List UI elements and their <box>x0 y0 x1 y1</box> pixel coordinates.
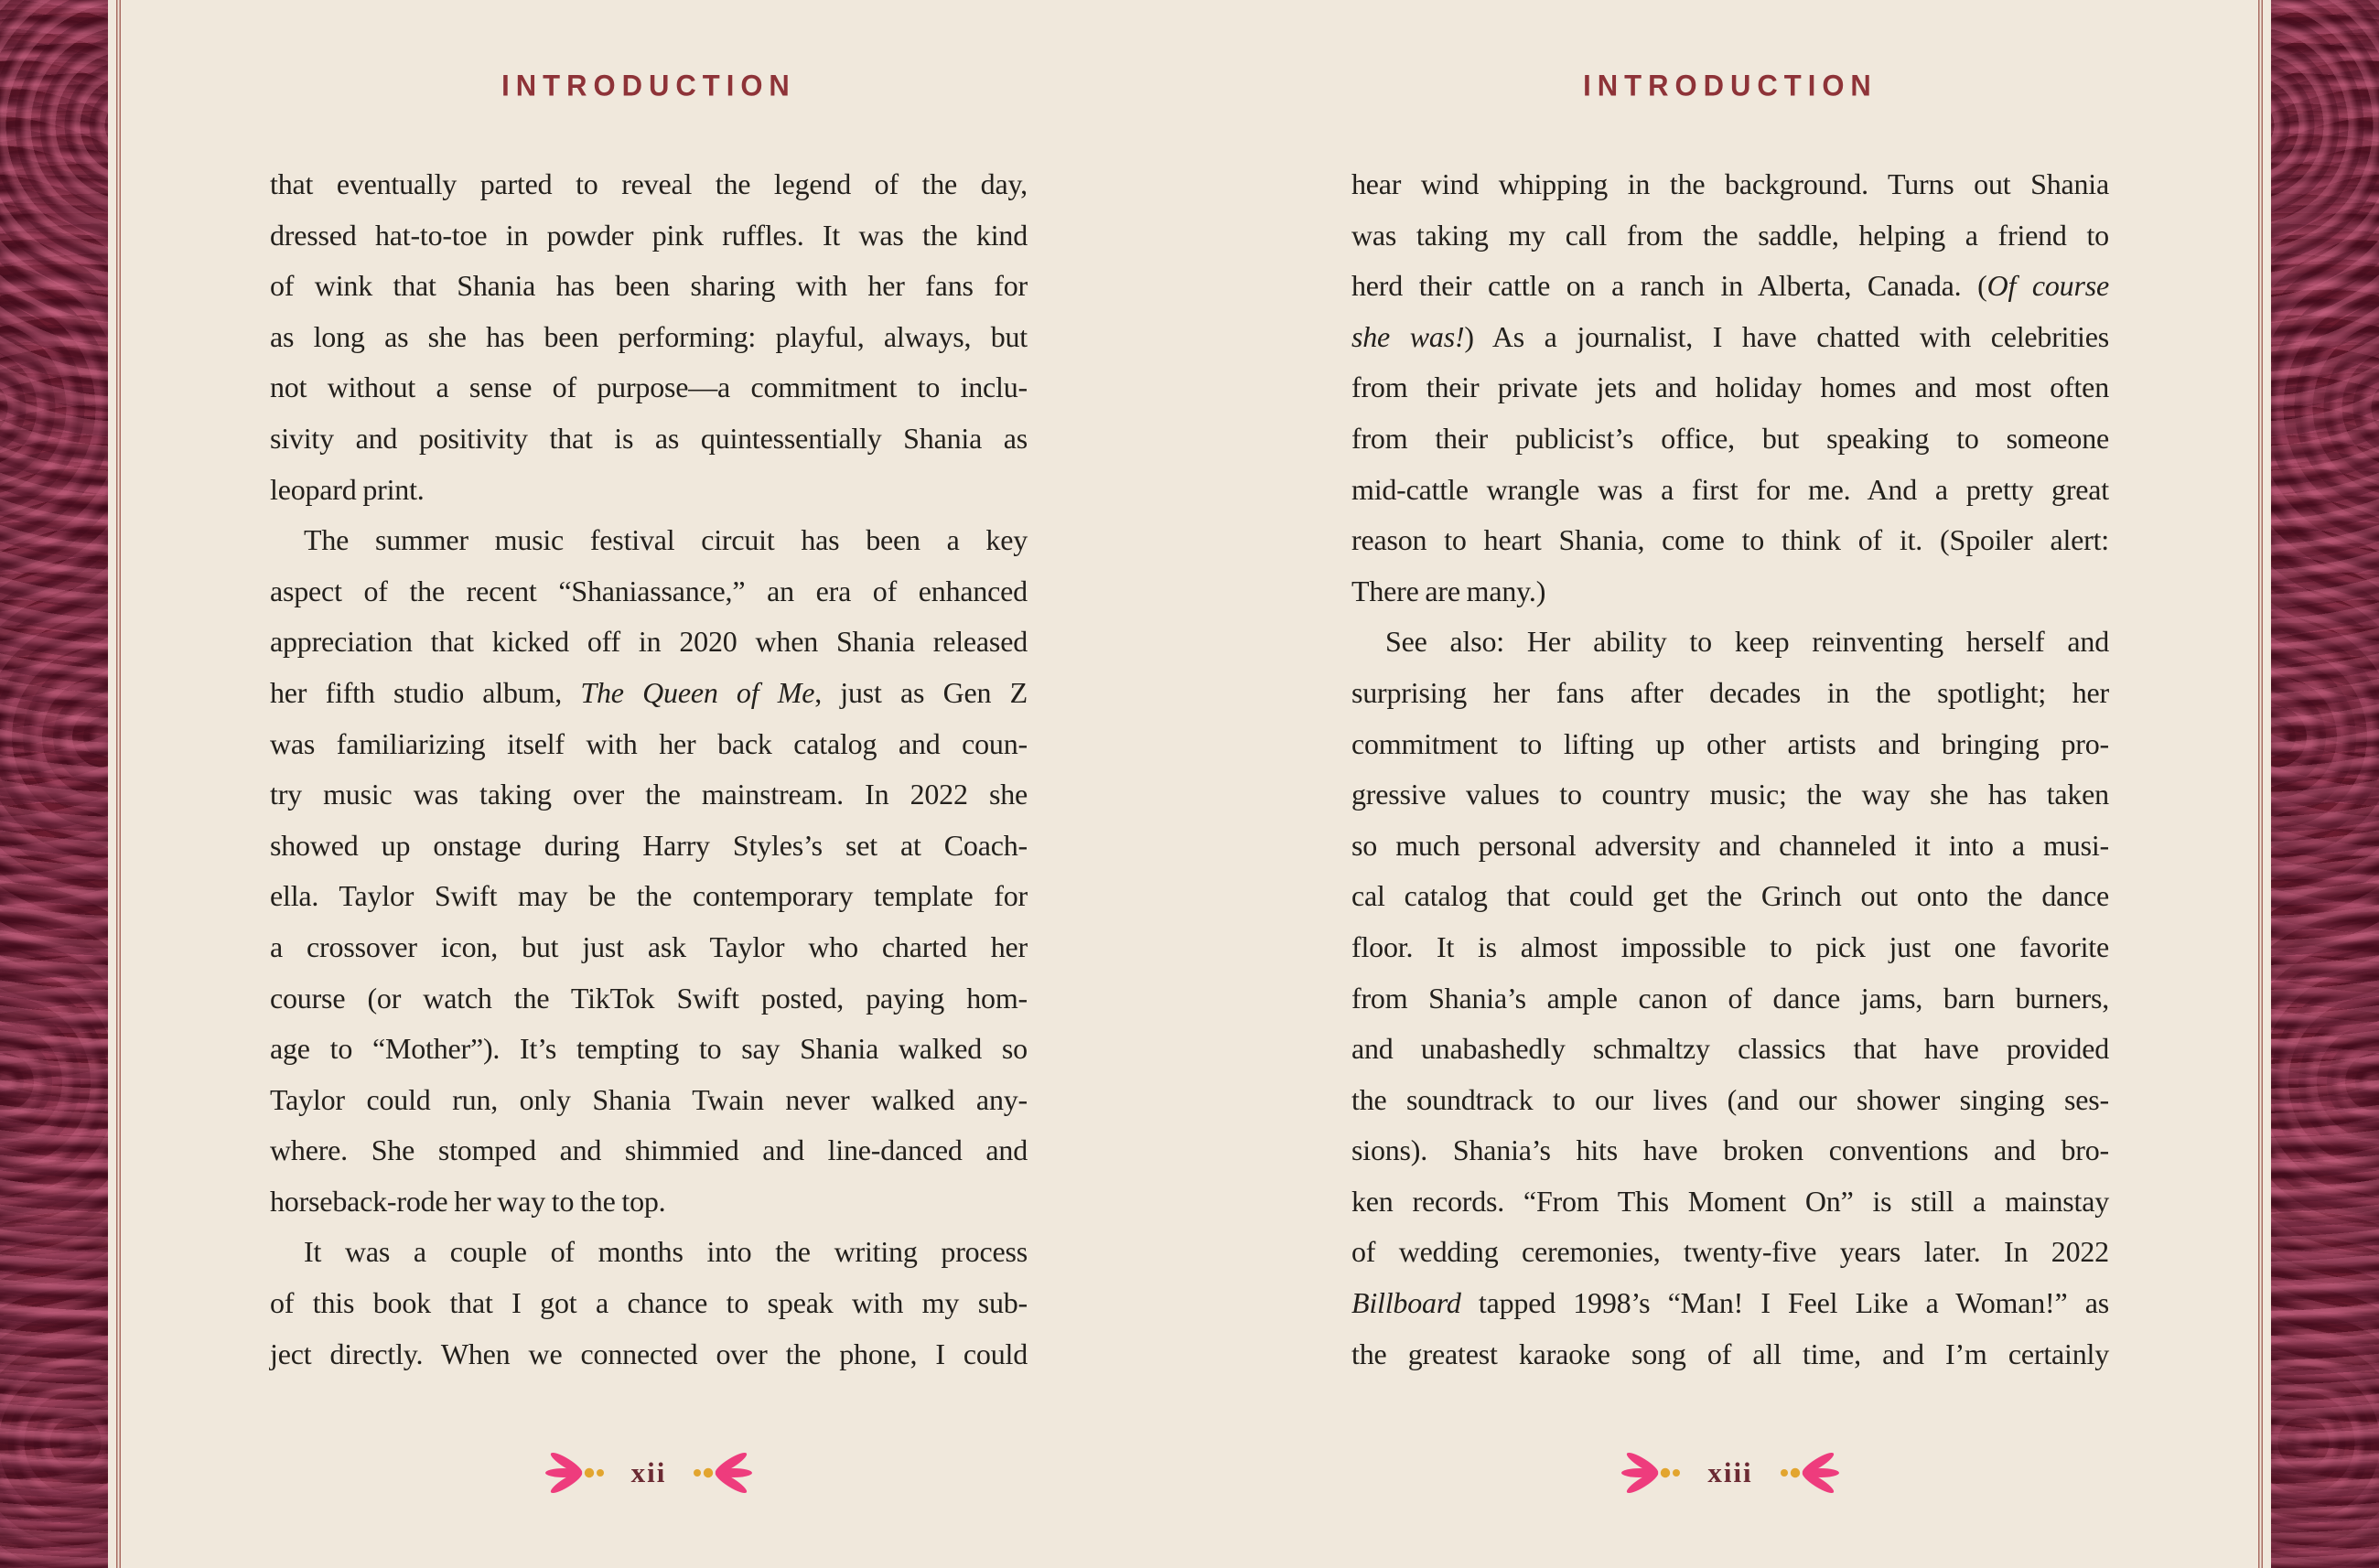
text-line: leopard print. <box>270 472 425 506</box>
text-line: from their publicist’s office, but speaking to someone <box>1351 421 2109 455</box>
text-line: of wink that Shania has been sharing with her fans for <box>270 269 1028 303</box>
frame-rule-right <box>2258 0 2263 1568</box>
text-line: try music was taking over the mainstream. In 2022 she <box>270 778 1028 811</box>
flourish-icon <box>1777 1453 1845 1493</box>
text-line: was familiarizing itself with her back catalog and coun- <box>270 726 1028 760</box>
text-line: where. She stomped and shimmied and line-danced and <box>270 1133 1028 1167</box>
text-line: she was!) As a journalist, I have chatted with celebrities <box>1351 319 2109 353</box>
text-line: herd their cattle on a ranch in Alberta, Canada. (Of course <box>1351 269 2109 303</box>
text-line: so much personal adversity and channeled it into a musi- <box>1351 828 2109 862</box>
text-line: the greatest karaoke song of all time, and I’m certainly <box>1351 1337 2109 1370</box>
leather-border-right <box>2271 0 2379 1568</box>
text-line: floor. It is almost impossible to pick just one favorite <box>1351 929 2109 963</box>
text-line: cal catalog that could get the Grinch out onto the dance <box>1351 879 2109 913</box>
text-line: was taking my call from the saddle, helping a friend to <box>1351 218 2109 252</box>
text-line: dressed hat-to-toe in powder pink ruffles. It was the kind <box>270 218 1028 252</box>
page-footer <box>1351 1445 2109 1500</box>
flourish-icon <box>540 1453 608 1493</box>
page-right <box>1351 0 2109 1568</box>
text-line: not without a sense of purpose—a commitment to inclu- <box>270 371 1028 404</box>
text-line: the soundtrack to our lives (and our shower singing ses- <box>1351 1082 2109 1116</box>
frame-rule-left <box>116 0 121 1568</box>
text-line: ella. Taylor Swift may be the contemporary template for <box>270 879 1028 913</box>
page-footer <box>270 1445 1028 1500</box>
text-line: See also: Her ability to keep reinventing herself and <box>1385 625 2109 659</box>
text-line: of wedding ceremonies, twenty-five years later. In 2022 <box>1351 1235 2109 1269</box>
text-line: of this book that I got a chance to speak with my sub- <box>270 1286 1028 1320</box>
page-number: xiii <box>1707 1456 1753 1488</box>
text-line: ject directly. When we connected over the phone, I could <box>270 1337 1028 1370</box>
text-line: course (or watch the TikTok Swift posted, paying hom- <box>270 981 1028 1015</box>
text-line: and unabashedly schmaltzy classics that have provided <box>1351 1032 2109 1066</box>
flourish-icon <box>690 1453 758 1493</box>
text-line: hear wind whipping in the background. Turns out Shania <box>1351 167 2109 200</box>
flourish-icon <box>1616 1453 1684 1493</box>
text-line: ken records. “From This Moment On” is still a mainstay <box>1351 1184 2109 1218</box>
leather-border-left <box>0 0 108 1568</box>
running-head: INTRODUCTION <box>501 68 796 103</box>
text-line: age to “Mother”). It’s tempting to say Shania walked so <box>270 1032 1028 1066</box>
text-line: from their private jets and holiday homes and most often <box>1351 371 2109 404</box>
text-line: There are many.) <box>1351 574 1546 607</box>
text-line: sivity and positivity that is as quintessentially Shania as <box>270 421 1028 455</box>
page-number: xii <box>630 1456 667 1488</box>
text-line: commitment to lifting up other artists and bringing pro- <box>1351 726 2109 760</box>
page-body-text <box>1351 159 2109 1380</box>
text-line: sions). Shania’s hits have broken conventions and bro- <box>1351 1133 2109 1167</box>
text-line: appreciation that kicked off in 2020 when Shania released <box>270 625 1028 659</box>
text-line: horseback-rode her way to the top. <box>270 1184 666 1218</box>
text-line: her fifth studio album, The Queen of Me, just as Gen Z <box>270 675 1028 709</box>
text-line: as long as she has been performing: playful, always, but <box>270 319 1028 353</box>
text-line: It was a couple of months into the writing process <box>304 1235 1028 1269</box>
text-line: gressive values to country music; the way she has taken <box>1351 778 2109 811</box>
page-left <box>270 0 1028 1568</box>
text-line: reason to heart Shania, come to think of it. (Spoiler alert: <box>1351 523 2109 557</box>
text-line: The summer music festival circuit has been a key <box>304 523 1028 557</box>
text-line: mid-cattle wrangle was a first for me. And a pretty great <box>1351 472 2109 506</box>
text-line: from Shania’s ample canon of dance jams, barn burners, <box>1351 981 2109 1015</box>
text-line: Taylor could run, only Shania Twain never walked any- <box>270 1082 1028 1116</box>
text-line: surprising her fans after decades in the spotlight; her <box>1351 675 2109 709</box>
page-body-text <box>270 159 1028 1380</box>
text-line: showed up onstage during Harry Styles’s set at Coach- <box>270 828 1028 862</box>
text-line: a crossover icon, but just ask Taylor who charted her <box>270 929 1028 963</box>
text-line: that eventually parted to reveal the legend of the day, <box>270 167 1028 200</box>
text-line: Billboard tapped 1998’s “Man! I Feel Like a Woman!” as <box>1351 1286 2109 1320</box>
text-line: aspect of the recent “Shaniassance,” an era of enhanced <box>270 574 1028 607</box>
running-head: INTRODUCTION <box>1583 68 1878 103</box>
